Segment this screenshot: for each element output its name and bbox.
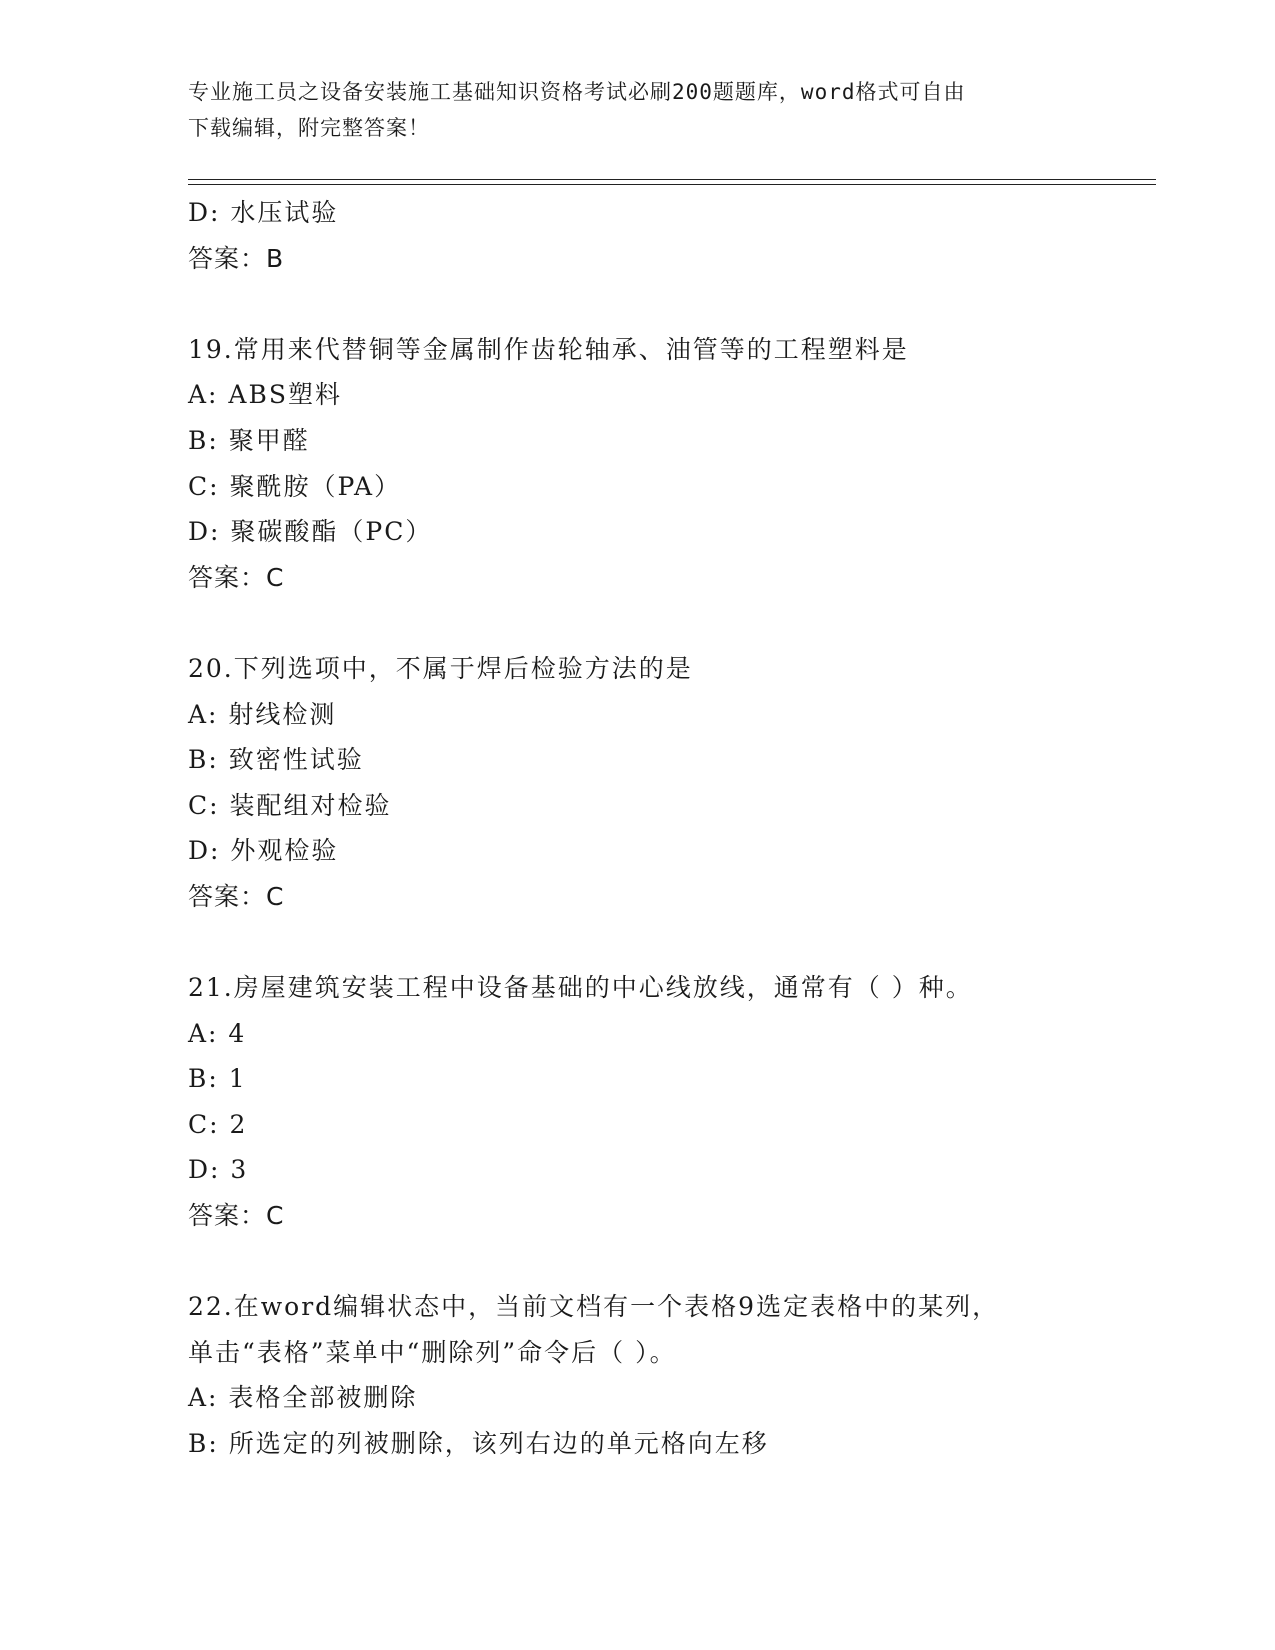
option-text: B: 所选定的列被删除，该列右边的单元格向左移 — [188, 1429, 769, 1459]
option-text: D: 聚碳酸酯（PC） — [188, 517, 433, 547]
option-text: D: 外观检验 — [188, 836, 339, 866]
question-text: 单击“表格”菜单中“删除列”命令后（ ）。 — [188, 1337, 677, 1367]
block-gap — [188, 920, 1148, 966]
answer-text: 答案：C — [188, 1201, 285, 1231]
question-text: 22.在word编辑状态中，当前文档有一个表格9选定表格中的某列， — [188, 1292, 1000, 1322]
answer-text: 答案：B — [188, 243, 285, 273]
question-list — [188, 190, 1148, 1467]
document-header — [188, 74, 1088, 146]
block-gap — [188, 1239, 1148, 1285]
question-text: 21.房屋建筑安装工程中设备基础的中心线放线，通常有（ ）种。 — [188, 973, 973, 1003]
option-text: D: 水压试验 — [188, 198, 339, 227]
option-text: B: 1 — [188, 1064, 247, 1094]
option-text: C: 聚酰胺（PA） — [188, 471, 402, 501]
option-text: A: 表格全部被删除 — [188, 1383, 418, 1413]
question-text: 20.下列选项中，不属于焊后检验方法的是 — [188, 653, 693, 683]
header-title-line-1: 专业施工员之设备安装施工基础知识资格考试必刷200题题库，word格式可自由 — [188, 80, 966, 104]
option-text: A: ABS塑料 — [188, 380, 342, 410]
option-text: C: 装配组对检验 — [188, 790, 392, 820]
option-text: D: 3 — [188, 1155, 249, 1185]
option-text: B: 致密性试验 — [188, 745, 364, 775]
option-text: C: 2 — [188, 1109, 248, 1139]
question-text: 19.常用来代替铜等金属制作齿轮轴承、油管等的工程塑料是 — [188, 334, 909, 364]
block-gap — [188, 600, 1148, 646]
option-text: A: 射线检测 — [188, 699, 337, 729]
block-gap — [188, 281, 1148, 327]
header-title-line-2: 下载编辑，附完整答案！ — [188, 116, 430, 140]
answer-text: 答案：C — [188, 562, 285, 592]
option-text: A: 4 — [188, 1018, 247, 1048]
answer-text: 答案：C — [188, 881, 285, 911]
header-divider-top — [188, 179, 1156, 180]
option-text: B: 聚甲醛 — [188, 425, 310, 455]
header-divider-bottom — [188, 184, 1156, 185]
